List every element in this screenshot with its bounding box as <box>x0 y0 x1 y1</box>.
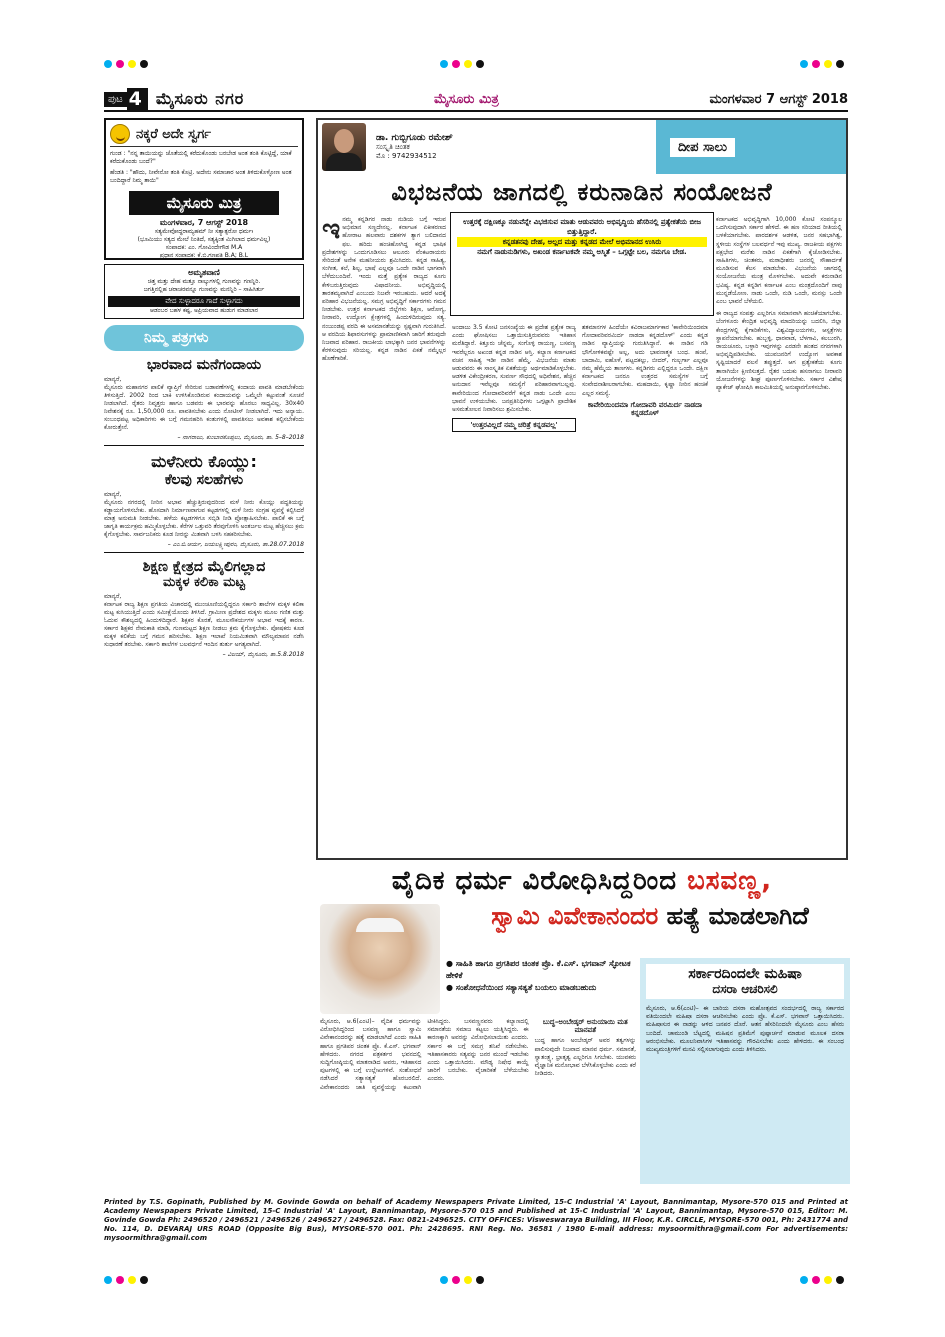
article-subhead-2: ಕಾವೇರಿಯಿಂದಮಾ ಗೋದಾವರಿ ವರಮಿರ್ದ ನಾಡದಾ ಕನ್ನಡದೊಳ್ <box>587 400 703 418</box>
registration-dots-top-left <box>104 60 148 68</box>
main-headline: ವಿಭಜನೆಯ ಜಾಗದಲ್ಲಿ ಕರುನಾಡಿನ ಸಂಯೋಜನೆ <box>391 178 773 206</box>
quote-body-2: ಜಗತ್ತಿನಲ್ಲಿಹ ಚರಾಚರವನ್ನೂ ಗುಣವನ್ನು ಮನನ್ನಿರಿ – ಸಾಹಿಸಿರ್ತು <box>143 286 265 293</box>
pull-quote-2: ನಮಗೆ ನಾಡುನುಡಿಗಳು, ಅಖಂಡ ಕರ್ನಾಟಕವೇ ನಮ್ಮ ಅಸ್ಮಿತೆ – ಒಗ್ಗಟ್ಟೇ ಬಲ, ನಮಗೂ ಬೇಡ. <box>477 248 687 256</box>
registration-dots-bottom-left <box>104 1276 148 1284</box>
letter-3-signature: – ವಿಜಯ್, ಮೈಸೂರು, ತಾ.5.8.2018 <box>222 651 304 658</box>
column-name: ದೀಪ ಸಾಲು <box>670 138 735 157</box>
article-column-1 <box>322 216 446 856</box>
lower-article-subhead: ಬುದ್ಧ–ಅಂಬೇಡ್ಕರ್ ಅನುಯಾಯಿ ಮತ ಮಾನವತೆ <box>542 1018 628 1035</box>
registration-dots-top-center <box>440 60 484 68</box>
left-column <box>104 118 304 661</box>
letter-3-body: ಕರ್ನಾಟಕ ರಾಜ್ಯ ಶಿಕ್ಷಣ ಪ್ರಗತಿಯ ವಿಚಾರದಲ್ಲಿ ಮುಂಚೂಣಿಯಲ್ಲಿದ್ದರೂ ಸರ್ಕಾರಿ ಶಾಲೆಗಳ ಮಕ್ಕಳ ಕಲಿಕಾ ಮಟ್ಟ ಕುಸಿಯುತ್ತಿದೆ ಎಂದು ಸಮೀಕ್ಷೆಯೊಂದು ತಿಳಿಸಿದೆ. ಗ್ರಾಮೀಣ ಪ್ರದೇಶದ ಮಕ್ಕಳು ಮೂಲ ಗಣಿತ ಮತ್ತು ಓದುವ ಕೌಶಲ್ಯದಲ್ಲಿ ಹಿಂದುಳಿದಿದ್ದಾರೆ. ಶಿಕ್ಷಕರ ಕೊರತೆ, ಮೂಲಸೌಕರ್ಯಗಳ ಅಭಾವ ಇದಕ್ಕೆ ಕಾರಣ. ಸರ್ಕಾರ ಶಿಕ್ಷಕರ ನೇಮಕಾತಿ ಮಾಡಿ, ಗುಣಮಟ್ಟದ ಶಿಕ್ಷಣ ನೀಡಲು ಕ್ರಮ ಕೈಗೊಳ್ಳಬೇಕು. ಪೋಷಕರು ಕೂಡ ಮಕ್ಕಳ ಕಲಿಕೆಯ ಬಗ್ಗೆ ಗಮನ ಹರಿಸಬೇಕು. ಶಿಕ್ಷಣ ಇಲಾಖೆ ನಿಯಮಿತವಾಗಿ ಮೌಲ್ಯಮಾಪನ ನಡೆಸಿ ಸುಧಾರಣೆ ತರಬೇಕು. ಸರ್ಕಾರಿ ಶಾಲೆಗಳ ಬಲವರ್ಧನೆ ಇಂದಿನ ತುರ್ತು ಅಗತ್ಯವಾಗಿದೆ. <box>104 601 304 648</box>
author-phone: ಮೊ : 9742934512 <box>376 152 437 160</box>
lower-bullets <box>446 958 636 994</box>
bullet-2: ● ಸಂಶೋಧನೆಯಿಂದ ಸತ್ಯಾಸತ್ಯತೆ ಬಯಲು ಮಾಡಬಹುದು <box>446 983 597 992</box>
letter-2-title-1: ಮಳೆನೀರು ಕೊಯ್ಲು: <box>151 452 257 471</box>
lower-headline-1a: ವೈದಿಕ ಧರ್ಮ ವಿರೋಧಿಸಿದ್ದರಿಂದ <box>391 866 688 896</box>
header-date: ಮಂಗಳವಾರ 7 ಆಗಸ್ಟ್ 2018 <box>709 91 848 107</box>
lower-article-text-2: ಬುದ್ಧ ಹಾಗೂ ಅಂಬೇಡ್ಕರ್ ಅವರ ತತ್ವಗಳನ್ನು ಪಾಲಿಸುವುದೇ ನಿಜವಾದ ಮಾನವ ಧರ್ಮ. ಸಮಾನತೆ, ಸ್ವಾತಂತ್ರ್ಯ, ಭ್ರಾತೃತ್ವ ಎಲ್ಲರಿಗೂ ಸಿಗಬೇಕು. ಯುವಕರು ವೈಜ್ಞಾನಿಕ ಮನೋಭಾವ ಬೆಳೆಸಿಕೊಳ್ಳಬೇಕು ಎಂದು ಕರೆ ನೀಡಿದರು. <box>534 1037 636 1078</box>
divider <box>104 445 304 446</box>
byline <box>318 120 658 174</box>
letter-3-title-1: ಶಿಕ್ಷಣ ಕ್ಷೇತ್ರದ ಮೈಲಿಗಲ್ಲಾದ <box>142 559 266 575</box>
pull-quote <box>450 212 714 316</box>
proverb-bar: ವೇದ ಸುಳ್ಳಾದರೂ ಗಾದೆ ಸುಳ್ಳಾಗದು <box>108 296 300 307</box>
lower-headline-2 <box>450 902 850 930</box>
article-column-3 <box>582 324 708 856</box>
joke-masthead: ಮೈಸೂರು ಮಿತ್ರ <box>129 191 279 215</box>
joke-title: ನಕ್ಕರೆ ಅದೇ ಸ್ವರ್ಗ <box>136 126 211 142</box>
quote-foot: ಆಡಂಬರ ಬಹಳ ಕಷ್ಟ, ಅಪ್ರಿಯವಾದ ಹುಡುಗ ಮಾಡಲಾರ <box>149 307 258 314</box>
motto: ಸತ್ಯಮೇವೋದ್ಧರಾಮ್ಯಹಮ್ ನೀ ಸತ್ಯಾತ್ಪರೋ ಧರ್ಮಃ <box>154 228 254 235</box>
bullet-1: ● ಸಾಹಿತಿ ಹಾಗೂ ಪ್ರಗತಿಪರ ಚಿಂತಕ ಪ್ರೊ. ಕೆ.ಎಸ್. ಭಗವಾನ್ ಸ್ಫೋಟಕ ಹೇಳಿಕೆ <box>446 959 631 980</box>
article-subhead-1: 'ಉತ್ತರವಿಲ್ಲದೆ ನಮ್ಮ ಚರಿತ್ರೆ ಕನ್ನಡವಲ್ಲ' <box>452 418 576 432</box>
lower-headline-2a: ಸ್ವಾಮಿ ವಿವೇಕಾನಂದರ <box>491 902 659 930</box>
article-column-3-text: ಶತಮಾನಗಳ ಹಿಂದೆಯೇ ಕವಿರಾಜಮಾರ್ಗಕಾರ 'ಕಾವೇರಿಯಿಂದಮಾ ಗೋದಾವರಿವರಮಿರ್ದ ನಾಡದಾ ಕನ್ನಡದೊಳ್' ಎಂದು ಕನ್ನಡ ನಾಡಿನ ವ್ಯಾಪ್ತಿಯನ್ನು ಗುರುತಿಸಿದ್ದಾನೆ. ಈ ನಾಡಿನ ಗಡಿ ಭೌಗೋಳಿಕವಷ್ಟೇ ಅಲ್ಲ, ಅದು ಭಾವನಾತ್ಮಕ ಬಂಧ. ಹಂಪೆ, ಬಾದಾಮಿ, ಐಹೊಳೆ, ಪಟ್ಟದಕಲ್ಲು, ಬೀದರ್, ಗುಲ್ಬರ್ಗಾ ಎಲ್ಲವೂ ನಮ್ಮ ಹೆಮ್ಮೆಯ ತಾಣಗಳು. ಕನ್ನಡಿಗರು ಎಲ್ಲಿದ್ದರೂ ಒಂದೇ. ದಕ್ಷಿಣ ಕರ್ನಾಟಕದ ಜನರೂ ಉತ್ತರದ ಸಮಸ್ಯೆಗಳ ಬಗ್ಗೆ ಸಂವೇದನಾಶೀಲರಾಗಬೇಕು. ಮಹದಾಯಿ, ಕೃಷ್ಣಾ ನೀರಿನ ಹಂಚಿಕೆ ಎಲ್ಲರ ಸಮಸ್ಯೆ. <box>582 324 708 397</box>
article-column-2-text: ಅಂದಾಜು 3.5 ಕೋಟಿ ಜನಸಂಖ್ಯೆಯ ಈ ಪ್ರದೇಶ ಪ್ರತ್ಯೇಕ ರಾಜ್ಯ ಎಂದು ಘೋಷಿಸಲು ಒತ್ತಾಯಿಸುತ್ತಿರುವವರು ಇತಿಹಾಸ ಮರೆತಿದ್ದಾರೆ. ಕಿತ್ತೂರು ಚೆನ್ನಮ್ಮ, ಸಂಗೊಳ್ಳಿ ರಾಯಣ್ಣ, ಬಸವಣ್ಣ ಇವರೆಲ್ಲರೂ ಅಖಂಡ ಕನ್ನಡ ನಾಡಿನ ಆಸ್ತಿ. ಕಲ್ಯಾಣ ಕರ್ನಾಟಕದ ವಚನ ಸಾಹಿತ್ಯ ಇಡೀ ನಾಡಿನ ಹೆಮ್ಮೆ. ವಿಭಜನೆಯ ಮಾತು ಆಡುವವರು ಈ ಸಾಂಸ್ಕೃತಿಕ ಏಕತೆಯನ್ನು ಅರ್ಥಮಾಡಿಕೊಳ್ಳಬೇಕು. ಆಡಳಿತ ವಿಕೇಂದ್ರೀಕರಣ, ಸುವರ್ಣ ಸೌಧದಲ್ಲಿ ಅಧಿವೇಶನ, ಹೆಚ್ಚಿನ ಅನುದಾನ ಇವೆಲ್ಲವೂ ಸಮಸ್ಯೆಗೆ ಪರಿಹಾರವಾಗಬಲ್ಲವು. ಕಾವೇರಿಯಿಂದ ಗೋದಾವರಿವರೆಗೆ ಕನ್ನಡ ನಾಡು ಒಂದೇ ಎಂಬ ಭಾವನೆ ಉಳಿಯಬೇಕು. ಜನಪ್ರತಿನಿಧಿಗಳು ಒಗ್ಗಟ್ಟಾಗಿ ಪ್ರಾದೇಶಿಕ ಅಸಮತೋಲನ ನಿವಾರಿಸಲು ಶ್ರಮಿಸಬೇಕು. <box>452 324 576 414</box>
joke-date: ಮಂಗಳವಾರ, 7 ಆಗಸ್ಟ್ 2018 <box>159 218 249 227</box>
motto-translation: (ಭೂಮಿಯು ಸತ್ಯದ ಮೇಲೆ ನಿಂತಿದೆ, ಸತ್ಯಕ್ಕಿಂತ ಮಿಗಿಲಾದ ಧರ್ಮವಿಲ್ಲ) <box>137 236 271 243</box>
letters-banner: ನಿಮ್ಮ ಪತ್ರಗಳು <box>104 325 304 351</box>
registration-dots-bottom-center <box>440 1276 484 1284</box>
editor-line: ಸಂಪಾದಕ: ಎಂ. ಗೋವಿಂದೇಗೌಡ M.A <box>165 244 243 251</box>
author-photo <box>322 123 366 171</box>
page-number: 4 <box>127 88 148 110</box>
joke-title-row <box>110 124 298 147</box>
lower-article-text: ಮೈಸೂರು, ಆ.6(ಎಂಟಿ)– ವೈದಿಕ ಧರ್ಮವನ್ನು ವಿರೋಧಿಸಿದ್ದರಿಂದ ಬಸವಣ್ಣ ಹಾಗೂ ಸ್ವಾಮಿ ವಿವೇಕಾನಂದರನ್ನು ಹತ್ಯೆ ಮಾಡಲಾಗಿದೆ ಎಂದು ಸಾಹಿತಿ ಹಾಗೂ ಪ್ರಗತಿಪರ ಚಿಂತಕ ಪ್ರೊ. ಕೆ.ಎಸ್. ಭಗವಾನ್ ಹೇಳಿದರು. ನಗರದ ಪತ್ರಕರ್ತರ ಭವನದಲ್ಲಿ ಸುದ್ದಿಗೋಷ್ಠಿಯಲ್ಲಿ ಮಾತನಾಡಿದ ಅವರು, ಇತಿಹಾಸದ ಪುಟಗಳಲ್ಲಿ ಈ ಬಗ್ಗೆ ಉಲ್ಲೇಖಗಳಿವೆ. ಸಂಶೋಧನೆ ನಡೆಸಿದರೆ ಸತ್ಯಾಸತ್ಯತೆ ಹೊರಬರಲಿದೆ. ವಿವೇಕಾನಂದರು ಜಾತಿ ವ್ಯವಸ್ಥೆಯನ್ನು ಕಟುವಾಗಿ ಟೀಕಿಸಿದ್ದರು. ಬಸವಣ್ಣನವರು ಕಲ್ಯಾಣದಲ್ಲಿ ಸಮಾನತೆಯ ಸಮಾಜ ಕಟ್ಟಲು ಯತ್ನಿಸಿದ್ದರು. ಈ ಕಾರಣಕ್ಕಾಗಿ ಅವರನ್ನು ವಿರೋಧಿಸಲಾಯಿತು ಎಂದರು. ಸರ್ಕಾರ ಈ ಬಗ್ಗೆ ಸಮಗ್ರ ತನಿಖೆ ನಡೆಸಬೇಕು. ಇತಿಹಾಸಕಾರರು ಸತ್ಯವನ್ನು ಜನರ ಮುಂದೆ ಇಡಬೇಕು ಎಂದು ಒತ್ತಾಯಿಸಿದರು. ಮೌಢ್ಯ ನಿಷೇಧ ಕಾಯ್ದೆ ಜಾರಿಗೆ ಬರಬೇಕು. ವೈಚಾರಿಕತೆ ಬೆಳೆಯಬೇಕು ಎಂದರು. <box>320 1018 529 1091</box>
imprint: Printed by T.S. Gopinath, Published by M. Govinde Gowda on behalf of Academy Newspapers Private Limited, 15-C Industrial 'A' Layout, Bannimantap, Mysore-570 015 and Printed at Academy Newspapers Private Limited, 15-C Industrial 'A' Layout, Bannimantap, Mysore-570 015 and Published at 15-C Industrial 'A' Layout, Bannimantap, Mysore-570 015, Editor: M. Govinde Gowda Ph: 2496520 / 2496521 / 2496526 / 2496527 / 2496528. Fax: 0821-2496525. CITY OFFICES: Visweswaraya Building, III Floor, K.R. CIRCLE, MYSORE-570 001, Ph: 2431774 and No. 114, D. DEVARAJ URS ROAD (Opposite Big Bus), MYSORE-570 001. Ph: 2428695. RNI Reg. No. 36581 / 1980 E-mail address: mysoormithra@gmail.com For advertisements: mysoormithra@gmail.com <box>104 1198 848 1242</box>
quote-box <box>104 264 304 319</box>
registration-dots-top-right <box>800 60 844 68</box>
letter-2-salutation: ಮಾನ್ಯರೆ, <box>104 491 122 498</box>
page-label: ಪುಟ <box>104 92 127 107</box>
section-name: ಮೈಸೂರು ನಗರ <box>155 89 245 108</box>
lower-article-body <box>320 1018 636 1190</box>
quote-body-1: ಚಿತ್ತ ಮತ್ತು ದೇಹ ಮತ್ತೂ ನಾಲ್ಕುಗಳಲ್ಲಿ ಗುಣವನ್ನು ಗಣನ್ನಿರಿ. <box>147 278 261 285</box>
pull-quote-1: ಉತ್ತರಕ್ಕೆ ದಕ್ಷಿಣಕ್ಕೂ ನಡುವೆನ್ನೇ ವಿಭಜಿಸುವ ಮಾತು ಆಡುವವರು ಅಭಿವೃದ್ಧಿಯ ಹೆಸರಿನಲ್ಲಿ ಪ್ರತ್ಯೇಕತೆಯ ಬೀಜ ಬಿತ್ತುತ್ತಿದ್ದಾರೆ. <box>463 218 701 236</box>
column-banner <box>656 120 846 174</box>
letter-1-body: ಮೈಸೂರು ಮಹಾನಗರ ಪಾಲಿಕೆ ವ್ಯಾಪ್ತಿಗೆ ಸೇರಿರುವ ಬಡಾವಣೆಗಳಲ್ಲಿ ಕಂದಾಯ ಪಾವತಿ ಮಾಡಬೇಕೆಂದು ತಿಳಿಸುತ್ತಿದೆ. 2002 ರಿಂದ ಬಾಕಿ ಉಳಿಸಿಕೊಂಡಿರುವ ಕಂದಾಯವನ್ನು ಒಮ್ಮೆಲೇ ಕಟ್ಟುವಂತೆ ಸೂಚನೆ ನೀಡಲಾಗಿದೆ. ರೈತರು ನಿವೃತ್ತರು ಹಾಗೂ ಬಡವರು ಈ ಭಾರವನ್ನು ಹೊರಲು ಸಾಧ್ಯವಿಲ್ಲ. 30x40 ನಿವೇಶನಕ್ಕೆ ರೂ. 1,50,000 ರೂ. ಪಾವತಿಸಬೇಕು ಎಂದು ನೋಟೀಸ್ ನೀಡಲಾಗಿದೆ. ಇದು ಅನ್ಯಾಯ. ಸಂಬಂಧಪಟ್ಟ ಅಧಿಕಾರಿಗಳು ಈ ಬಗ್ಗೆ ಗಮನಹರಿಸಿ ಕಂತುಗಳಲ್ಲಿ ಪಾವತಿಸಲು ಅವಕಾಶ ಕಲ್ಪಿಸಬೇಕೆಂದು ಕೋರುತ್ತೇನೆ. <box>104 384 304 431</box>
lower-headline-1b: ಬಸವಣ್ಣ, <box>687 866 773 896</box>
letter-2-signature: – ಎಂ.ಬಿ.ಆರ್ಯ, ಜಯಲಕ್ಷ್ಮೀಪುರಂ, ಮೈಸೂರು, ತಾ.28.07.2018 <box>167 541 304 548</box>
author-role: ಸಂಸ್ಕೃತಿ ಚಿಂತಕ <box>376 143 410 151</box>
joke-line-2: ಹೆಂಡತಿ : "ಹೌದು, ನೀವೇನೋ ತಂತಿ ಕೊಟ್ರಿ. ಅದೇನು ಸಮಾಚಾರ ಅಂತ ತಿಳಿದುಕೊಳ್ಳೋಣ ಅಂತ ಬಂದಿದ್ದಾರೆ ನಿಮ್ಮ ತಾಯಿ" <box>110 169 292 184</box>
letter-3-title-2: ಮಕ್ಕಳ ಕಲಿಕಾ ಮಟ್ಟ <box>163 575 245 590</box>
joke-line-1: ಗುಂಡ : "ನನ್ನ ತಾಯಿಯನ್ನು ಜೊತೆಯಲ್ಲಿ ಕರೆದುಕೊಂಡು ಬರಬೇಡ ಅಂತ ತಂತಿ ಕೊಟ್ಟಿದ್ದೆ, ಯಾಕೆ ಕರೆದುಕೊಂಡು ಬಂದೆ?" <box>110 150 292 165</box>
lower-headline-2b: ಹತ್ಯೆ ಮಾಡಲಾಗಿದೆ <box>658 902 809 930</box>
registration-dots-bottom-right <box>800 1276 844 1284</box>
lower-headline-1 <box>316 866 848 897</box>
letter-1-title: ಭಾರವಾದ ಮನೆಗಂದಾಯ <box>146 357 262 373</box>
article-column-2 <box>452 324 576 856</box>
author-name: ಡಾ. ಗುಬ್ಬಿಗೂಡು ರಮೇಶ್ <box>376 133 453 143</box>
main-article <box>316 118 848 860</box>
page-header <box>104 88 848 112</box>
speaker-photo <box>320 904 440 1014</box>
pull-quote-highlight: ಕನ್ನಡತನವು ದೇಹ, ಅಲ್ಲದ ಮತ್ತು ಕನ್ನಡದ ಮೇಲೆ ಅಭಿಮಾನದ ಉಸಿರು <box>457 237 707 247</box>
letter-2-title-2: ಕೆಲವು ಸಲಹೆಗಳು <box>164 472 244 488</box>
letter-2-body: ಮೈಸೂರು ನಗರದಲ್ಲಿ ನೀರಿನ ಅಭಾವ ಹೆಚ್ಚುತ್ತಿರುವುದರಿಂದ ಮಳೆ ನೀರು ಕೊಯ್ಲು ಪದ್ಧತಿಯನ್ನು ಕಡ್ಡಾಯಗೊಳಿಸಬೇಕು. ಹೊಸದಾಗಿ ನಿರ್ಮಾಣವಾಗುವ ಕಟ್ಟಡಗಳಲ್ಲಿ ಮಳೆ ನೀರು ಸಂಗ್ರಹ ವ್ಯವಸ್ಥೆ ಕಲ್ಪಿಸಿದರೆ ಮಾತ್ರ ಅನುಮತಿ ನೀಡಬೇಕು. ಹಳೆಯ ಕಟ್ಟಡಗಳಿಗೂ ಸಬ್ಸಿಡಿ ನೀಡಿ ಪ್ರೋತ್ಸಾಹಿಸಬೇಕು. ಪಾಲಿಕೆ ಈ ಬಗ್ಗೆ ಜಾಗೃತಿ ಕಾರ್ಯಕ್ರಮ ಹಮ್ಮಿಕೊಳ್ಳಬೇಕು. ಕೆರೆಗಳ ಒತ್ತುವರಿ ತೆರವುಗೊಳಿಸಿ ಅಂತರ್ಜಲ ಮಟ್ಟ ಹೆಚ್ಚಿಸಲು ಕ್ರಮ ಕೈಗೊಳ್ಳಬೇಕು. ಸಾರ್ವಜನಿಕರು ಕೂಡ ನೀರನ್ನು ಮಿತವಾಗಿ ಬಳಸಿ ಸಹಕರಿಸಬೇಕು. <box>104 499 304 538</box>
article-column-5-text: ಕರ್ನಾಟಕದ ಅಭಿವೃದ್ಧಿಗಾಗಿ 10,000 ಕೋಟಿ ಸಂಪನ್ಮೂಲ ಒದಗಿಸುವುದಾಗಿ ಸರ್ಕಾರ ಹೇಳಿದೆ. ಈ ಹಣ ಸರಿಯಾದ ರೀತಿಯಲ್ಲಿ ಬಳಕೆಯಾಗಬೇಕು. ಪಾರದರ್ಶಕ ಆಡಳಿತ, ಜನರ ಸಹಭಾಗಿತ್ವ, ಸ್ಥಳೀಯ ಸಂಸ್ಥೆಗಳ ಬಲವರ್ಧನೆ ಇವು ಮುಖ್ಯ. ರಾಜಕೀಯ ಪಕ್ಷಗಳು ಪಕ್ಷಭೇದ ಮರೆತು ನಾಡಿನ ಏಕತೆಗಾಗಿ ಕೈಜೋಡಿಸಬೇಕು. ಸಾಹಿತಿಗಳು, ಚಿಂತಕರು, ಮಠಾಧೀಶರು ಜನರಲ್ಲಿ ಸೌಹಾರ್ದತೆ ಮೂಡಿಸುವ ಕೆಲಸ ಮಾಡಬೇಕು. ವಿಭಜನೆಯ ಜಾಗದಲ್ಲಿ ಸಂಯೋಜನೆಯ ಮಂತ್ರ ಮೊಳಗಬೇಕು. ಅದುವೇ ಕರುನಾಡಿನ ಭವಿಷ್ಯ. ಕನ್ನಡ ಕನ್ನಡಿಗ ಕರ್ನಾಟಕ ಎಂಬ ಮಂತ್ರದೊಂದಿಗೆ ನಾವು ಮುನ್ನಡೆಯೋಣ. ನಾಡು ಒಂದೇ, ನುಡಿ ಒಂದೇ, ಮನಸ್ಸು ಒಂದೇ ಎಂಬ ಭಾವನೆ ಬೆಳೆಯಲಿ. <box>716 216 842 306</box>
joke-box <box>104 118 304 260</box>
sidebar-headline-2: ದಸರಾ ಆಚರಿಸಲಿ <box>712 982 778 996</box>
sidebar-headline <box>646 964 844 999</box>
divider <box>104 552 304 553</box>
article-column-1-text: ನಮ್ಮ ಕನ್ನಡಿಗರ ನಾಡು ನುಡಿಯ ಬಗ್ಗೆ ಇರುವ ಅಭಿಮಾನ ಸಣ್ಣದೇನಲ್ಲ. ಕರ್ನಾಟಕ ಏಕೀಕರಣದ ಹೋರಾಟ ಹಲವಾರು ದಶಕಗಳ ತ್ಯಾಗ ಬಲಿದಾನದ ಫಲ. ಹರಿದು ಹಂಚಿಹೋಗಿದ್ದ ಕನ್ನಡ ಭಾಷಿಕ ಪ್ರದೇಶಗಳನ್ನು ಒಂದುಗೂಡಿಸಲು ಆಲೂರು ವೆಂಕಟರಾಯರು ಸೇರಿದಂತೆ ಅನೇಕ ಮಹನೀಯರು ಶ್ರಮಿಸಿದರು. ಕನ್ನಡ ಸಾಹಿತ್ಯ, ಸಂಗೀತ, ಕಲೆ, ಶಿಲ್ಪ, ಭಾಷೆ ಎಲ್ಲವೂ ಒಂದೇ ನಾಡಿನ ಭಾಗವಾಗಿ ಬೆಳೆದುಬಂದಿವೆ. ಇಂದು ಮತ್ತೆ ಪ್ರತ್ಯೇಕ ರಾಜ್ಯದ ಕೂಗು ಕೇಳಿಬರುತ್ತಿರುವುದು ವಿಷಾದನೀಯ. ಅಭಿವೃದ್ಧಿಯಲ್ಲಿ ತಾರತಮ್ಯವಾಗಿದೆ ಎಂಬುದು ನಿಜವೇ ಇರಬಹುದು. ಆದರೆ ಅದಕ್ಕೆ ಪರಿಹಾರ ವಿಭಜನೆಯಲ್ಲ. ಸಮಗ್ರ ಅಭಿವೃದ್ಧಿಗೆ ಸರ್ಕಾರಗಳು ಗಮನ ನೀಡಬೇಕು. ಉತ್ತರ ಕರ್ನಾಟಕದ ಜಿಲ್ಲೆಗಳು ಶಿಕ್ಷಣ, ಆರೋಗ್ಯ, ನೀರಾವರಿ, ಉದ್ಯೋಗ ಕ್ಷೇತ್ರಗಳಲ್ಲಿ ಹಿಂದುಳಿದಿರುವುದು ಸತ್ಯ. ನಂಜುಂಡಪ್ಪ ವರದಿ ಈ ಅಸಮಾನತೆಯನ್ನು ಸ್ಪಷ್ಟವಾಗಿ ಗುರುತಿಸಿದೆ. ಆ ವರದಿಯ ಶಿಫಾರಸುಗಳನ್ನು ಪ್ರಾಮಾಣಿಕವಾಗಿ ಜಾರಿಗೆ ತರುವುದೇ ನಿಜವಾದ ಪರಿಹಾರ. ರಾಜಕೀಯ ಲಾಭಕ್ಕಾಗಿ ಜನರ ಭಾವನೆಗಳನ್ನು ಕೆರಳಿಸುವುದು ಸರಿಯಲ್ಲ. ಕನ್ನಡ ನಾಡಿನ ಏಕತೆ ನಮ್ಮೆಲ್ಲರ ಹೊಣೆಗಾರಿಕೆ. <box>322 216 446 363</box>
sidebar-headline-1: ಸರ್ಕಾರದಿಂದಲೇ ಮಹಿಷಾ <box>688 966 802 982</box>
masthead-small: ಮೈಸೂರು ಮಿತ್ರ <box>434 91 499 107</box>
letter-1-signature: – ನಾಗರಾಜು, ಕುಂಬಾರಕೊಪ್ಪಲು, ಮೈಸೂರು, ತಾ. 5–8–2018 <box>177 434 304 441</box>
letter-1-salutation: ಮಾನ್ಯರೆ, <box>104 376 122 383</box>
quote-heading: ಅಮೃತವಾಣಿ <box>188 268 220 277</box>
article-column-5 <box>716 216 842 856</box>
letter-3-salutation: ಮಾನ್ಯರೆ, <box>104 593 122 600</box>
sidebar-body: ಮೈಸೂರು, ಆ.6(ಎಂಟಿ)– ಈ ಬಾರಿಯ ದಸರಾ ಮಹೋತ್ಸವದ ಸಂದರ್ಭದಲ್ಲಿ ರಾಜ್ಯ ಸರ್ಕಾರದ ವತಿಯಿಂದಲೇ ಮಹಿಷಾ ದಸರಾ ಆಚರಿಸಬೇಕು ಎಂದು ಪ್ರೊ. ಕೆ.ಎಸ್. ಭಗವಾನ್ ಒತ್ತಾಯಿಸಿದರು. ಮಹಿಷಾಸುರ ಈ ನಾಡನ್ನು ಆಳಿದ ಜನಪರ ದೊರೆ. ಆತನ ಹೆಸರಿನಿಂದಲೇ ಮೈಸೂರು ಎಂಬ ಹೆಸರು ಬಂದಿದೆ. ಚಾಮುಂಡಿ ಬೆಟ್ಟದಲ್ಲಿ ಮಹಿಷನ ಪ್ರತಿಮೆಗೆ ಪುಷ್ಪಾರ್ಚನೆ ಮಾಡುವ ಮೂಲಕ ದಸರಾ ಆರಂಭಿಸಬೇಕು. ಮೂಲನಿವಾಸಿಗಳ ಇತಿಹಾಸವನ್ನು ಗೌರವಿಸಬೇಕು ಎಂದು ಹೇಳಿದರು. ಈ ಸಂಬಂಧ ಮುಖ್ಯಮಂತ್ರಿಗಳಿಗೆ ಮನವಿ ಸಲ್ಲಿಸಲಾಗುವುದು ಎಂದು ತಿಳಿಸಿದರು. <box>646 1005 844 1054</box>
drop-cap: ಇ <box>322 216 341 245</box>
article-column-4-text: ಈ ರಾಜ್ಯದ ಸಂಪತ್ತು ಎಲ್ಲರಿಗೂ ಸಮಾನವಾಗಿ ಹಂಚಿಕೆಯಾಗಬೇಕು. ಬೆಂಗಳೂರು ಕೇಂದ್ರಿತ ಅಭಿವೃದ್ಧಿ ಮಾದರಿಯನ್ನು ಬದಲಿಸಿ, ಜಿಲ್ಲಾ ಕೇಂದ್ರಗಳಲ್ಲಿ ಕೈಗಾರಿಕೆಗಳು, ವಿಶ್ವವಿದ್ಯಾಲಯಗಳು, ಆಸ್ಪತ್ರೆಗಳು ಸ್ಥಾಪನೆಯಾಗಬೇಕು. ಹುಬ್ಬಳ್ಳಿ, ಧಾರವಾಡ, ಬೆಳಗಾವಿ, ಕಲಬುರಗಿ, ರಾಯಚೂರು, ಬಳ್ಳಾರಿ ಇವುಗಳನ್ನು ಎರಡನೇ ಹಂತದ ನಗರಗಳಾಗಿ ಅಭಿವೃದ್ಧಿಪಡಿಸಬೇಕು. ಯುವಜನರಿಗೆ ಉದ್ಯೋಗ ಅವಕಾಶ ಸೃಷ್ಟಿಯಾದರೆ ವಲಸೆ ತಪ್ಪುತ್ತದೆ. ಆಗ ಪ್ರತ್ಯೇಕತೆಯ ಕೂಗು ತಾನಾಗಿಯೇ ಕ್ಷೀಣಿಸುತ್ತದೆ. ರೈತರ ಬದುಕು ಹಸನಾಗಲು ನೀರಾವರಿ ಯೋಜನೆಗಳನ್ನು ಶೀಘ್ರ ಪೂರ್ಣಗೊಳಿಸಬೇಕು. ಸರ್ಕಾರ ವಿಶೇಷ ಪ್ಯಾಕೇಜ್ ಘೋಷಿಸಿ ಕಾಲಮಿತಿಯಲ್ಲಿ ಅನುಷ್ಠಾನಗೊಳಿಸಬೇಕು. <box>716 310 842 392</box>
laughing-face-icon <box>110 124 130 144</box>
exec-editor-line: ಪ್ರಧಾನ ಸಂಪಾದಕ: ಕೆ.ಬಿ.ಗಣಪತಿ B.A; B.L <box>159 252 249 259</box>
sidebar-box <box>640 958 850 1184</box>
byline-text <box>376 133 453 161</box>
